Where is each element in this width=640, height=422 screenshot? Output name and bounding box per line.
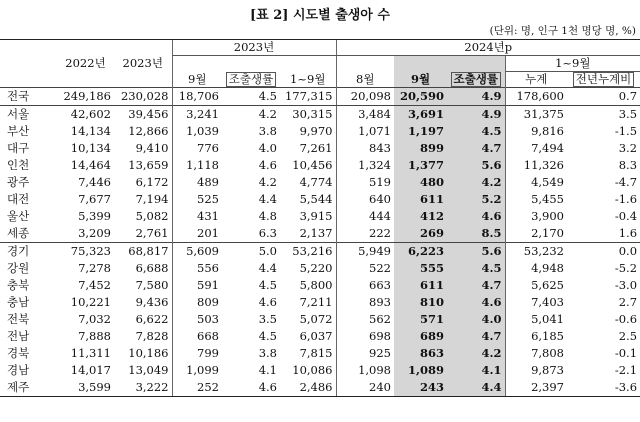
cell-y2023: 5,082 (135, 209, 169, 223)
cell-yoy: -0.6 (614, 312, 638, 326)
cell-sep23: 809 (172, 294, 222, 311)
cell-yoy: 0.7 (567, 88, 640, 106)
cell-sep24: 243 (394, 379, 447, 397)
cell-sep24: 1,089 (394, 362, 447, 379)
cell-sep23: 1,099 (172, 362, 222, 379)
cell-js23: 2,486 (280, 379, 336, 397)
cell-js24: 7,403 (505, 294, 567, 311)
cell-cbr23: 3.5 (258, 312, 277, 326)
table-row (0, 294, 640, 311)
cell-cbr23: 4.4 (258, 261, 277, 275)
table-row (0, 277, 640, 294)
cell-cbr23: 4.6 (222, 379, 280, 397)
header-cbr-2023: 조출생률 (222, 56, 280, 88)
cell-js24: 2,397 (505, 379, 567, 397)
cell-js23: 53,216 (280, 243, 336, 261)
cell-sep24: 810 (394, 294, 447, 311)
cell-aug24: 3,484 (336, 106, 394, 124)
cell-aug24: 20,098 (336, 88, 394, 106)
cell-js23: 7,261 (299, 141, 333, 155)
cell-sep24: 480 (394, 174, 447, 191)
cell-sep24: 863 (394, 345, 447, 362)
cell-sep23: 489 (172, 174, 222, 191)
header-sep-2024: 9월 (394, 56, 447, 88)
cell-cbr23: 3.8 (258, 124, 277, 138)
region-cell: 제주 (0, 379, 57, 397)
table-row (0, 208, 640, 225)
cell-yoy: -5.2 (614, 261, 638, 275)
cell-cbr23: 5.0 (222, 243, 280, 261)
table-row (0, 243, 640, 261)
region-cell: 충북 (7, 278, 30, 292)
cell-yoy: 1.6 (618, 226, 638, 240)
cell-js24: 5,625 (505, 277, 567, 294)
region-cell: 대구 (7, 141, 30, 155)
cell-js23: 2,137 (299, 226, 333, 240)
cell-y2023: 7,828 (135, 329, 169, 343)
cell-aug24: 663 (336, 277, 394, 294)
region-cell: 광주 (7, 175, 30, 189)
cell-js23: 9,970 (299, 124, 333, 138)
cell-y2022: 10,221 (70, 295, 111, 309)
cell-sep24: 611 (394, 191, 447, 208)
cell-sep24: 6,223 (394, 243, 447, 261)
cell-cbr23: 3.8 (258, 346, 277, 360)
cell-sep23: 201 (172, 225, 222, 243)
cell-yoy: 8.3 (618, 158, 638, 172)
region-header (0, 40, 57, 88)
table-row (0, 362, 640, 379)
cell-js23: 177,315 (280, 88, 336, 106)
cell-cbr24: 4.6 (447, 208, 505, 225)
cell-js23: 10,456 (292, 158, 333, 172)
cell-cbr24: 4.5 (447, 123, 505, 140)
cell-cbr24: 4.2 (447, 345, 505, 362)
region-cell: 인천 (7, 158, 30, 172)
cell-y2023: 7,580 (135, 278, 169, 292)
cell-y2022: 42,602 (57, 106, 114, 124)
cell-sep23: 431 (172, 208, 222, 225)
region-cell: 세종 (7, 226, 30, 240)
cell-js23: 4,774 (299, 175, 333, 189)
cell-js24: 6,185 (505, 328, 567, 345)
table-row (0, 328, 640, 345)
cell-sep23: 18,706 (172, 88, 222, 106)
cell-yoy: 2.5 (618, 329, 638, 343)
cell-sep23: 1,118 (172, 157, 222, 174)
cell-cbr23: 4.4 (258, 192, 277, 206)
cell-aug24: 925 (336, 345, 394, 362)
cell-js23: 3,915 (299, 209, 333, 223)
cell-cbr24: 4.7 (447, 277, 505, 294)
cell-cbr24: 4.4 (447, 379, 505, 397)
cell-cbr23: 4.5 (258, 329, 277, 343)
cell-js23: 7,815 (299, 346, 333, 360)
region-cell: 울산 (7, 209, 30, 223)
table-row (0, 379, 640, 397)
cell-y2023: 6,172 (135, 175, 169, 189)
cell-yoy: 0.0 (567, 243, 640, 261)
cell-y2023: 9,410 (135, 141, 169, 155)
cell-js24: 5,455 (505, 191, 567, 208)
cell-y2023: 6,688 (135, 261, 169, 275)
cell-js24: 11,326 (505, 157, 567, 174)
table-row (0, 345, 640, 362)
table-row (0, 140, 640, 157)
cell-js24: 4,948 (505, 260, 567, 277)
region-cell: 경기 (0, 243, 57, 261)
table-row (0, 88, 640, 106)
cell-aug24: 522 (336, 260, 394, 277)
header-group-2023: 2023년 (172, 40, 336, 56)
cell-js23: 5,544 (299, 192, 333, 206)
cell-sep24: 3,691 (394, 106, 447, 124)
cell-sep24: 1,377 (394, 157, 447, 174)
header-2023: 2023년 (114, 40, 172, 88)
cell-js23: 6,037 (299, 329, 333, 343)
births-by-region-table (0, 39, 640, 397)
cell-y2023: 68,817 (114, 243, 172, 261)
cell-aug24: 843 (336, 140, 394, 157)
cell-sep23: 503 (172, 311, 222, 328)
cell-y2022: 7,446 (78, 175, 111, 189)
cell-cbr23: 4.6 (258, 295, 277, 309)
cell-y2022: 7,452 (78, 278, 111, 292)
table-row (0, 311, 640, 328)
cell-yoy: -0.1 (614, 346, 638, 360)
table-row (0, 225, 640, 243)
cell-yoy: -2.1 (614, 363, 638, 377)
cell-y2022: 7,888 (78, 329, 111, 343)
cell-yoy: 2.7 (618, 295, 638, 309)
cell-sep24: 412 (394, 208, 447, 225)
cell-js24: 53,232 (505, 243, 567, 261)
region-cell: 전남 (7, 329, 30, 343)
table-row (0, 260, 640, 277)
cell-aug24: 893 (336, 294, 394, 311)
cell-sep23: 668 (172, 328, 222, 345)
cell-yoy: -3.0 (614, 278, 638, 292)
cell-aug24: 1,098 (336, 362, 394, 379)
cell-aug24: 562 (336, 311, 394, 328)
cell-y2022: 7,032 (78, 312, 111, 326)
cell-aug24: 698 (336, 328, 394, 345)
cell-cbr24: 5.6 (447, 243, 505, 261)
cell-js24: 9,816 (505, 123, 567, 140)
cell-cbr23: 6.3 (258, 226, 277, 240)
cell-sep24: 1,197 (394, 123, 447, 140)
cell-yoy: -1.5 (614, 124, 638, 138)
cell-y2022: 3,599 (57, 379, 114, 397)
cell-y2023: 12,866 (128, 124, 169, 138)
table-row (0, 106, 640, 124)
cell-y2023: 10,186 (128, 346, 169, 360)
cell-cbr24: 4.0 (447, 311, 505, 328)
header-cumulative: 누계 (505, 72, 567, 88)
cell-cbr23: 4.2 (258, 175, 277, 189)
table-row (0, 157, 640, 174)
cell-js24: 9,873 (505, 362, 567, 379)
cell-js24: 7,808 (505, 345, 567, 362)
cell-cbr24: 5.2 (447, 191, 505, 208)
table-title: [표 2] 시도별 출생아 수 (250, 8, 390, 23)
region-cell: 부산 (7, 124, 30, 138)
cell-cbr23: 4.0 (258, 141, 277, 155)
header-2022: 2022년 (57, 40, 114, 88)
region-cell: 경북 (7, 346, 30, 360)
cell-sep23: 776 (172, 140, 222, 157)
cell-sep24: 555 (394, 260, 447, 277)
cell-y2023: 9,436 (135, 295, 169, 309)
cell-cbr24: 4.1 (447, 362, 505, 379)
header-yoy: 전년누계비 (567, 72, 640, 88)
cell-y2023: 3,222 (114, 379, 172, 397)
cell-y2022: 10,134 (70, 141, 111, 155)
cell-sep24: 571 (394, 311, 447, 328)
table-row (0, 123, 640, 140)
cell-aug24: 1,324 (336, 157, 394, 174)
cell-sep24: 899 (394, 140, 447, 157)
cell-y2023: 2,761 (135, 226, 169, 240)
cell-y2023: 13,049 (128, 363, 169, 377)
header-group-2024: 2024년p (336, 40, 640, 56)
region-cell: 전북 (7, 312, 30, 326)
cell-sep23: 1,039 (172, 123, 222, 140)
cell-y2022: 3,209 (78, 226, 111, 240)
cell-sep23: 525 (172, 191, 222, 208)
cell-aug24: 1,071 (336, 123, 394, 140)
region-cell: 대전 (7, 192, 30, 206)
region-cell: 경남 (7, 363, 30, 377)
cell-cbr24: 4.5 (447, 260, 505, 277)
cell-sep23: 3,241 (172, 106, 222, 124)
region-cell: 서울 (0, 106, 57, 124)
region-cell: 충남 (7, 295, 30, 309)
cell-y2022: 75,323 (57, 243, 114, 261)
cell-aug24: 240 (336, 379, 394, 397)
unit-note: (단위: 명, 인구 1천 명당 명, %) (489, 25, 636, 37)
table-row (0, 191, 640, 208)
cell-yoy: -1.6 (614, 192, 638, 206)
cell-sep24: 269 (394, 225, 447, 243)
cell-y2022: 11,311 (70, 346, 111, 360)
cell-aug24: 222 (336, 225, 394, 243)
cell-aug24: 519 (336, 174, 394, 191)
cell-js24: 178,600 (505, 88, 567, 106)
cell-sep23: 5,609 (172, 243, 222, 261)
cell-y2023: 7,194 (135, 192, 169, 206)
cell-sep23: 799 (172, 345, 222, 362)
cell-js23: 7,211 (299, 295, 333, 309)
header-aug-2024: 8월 (336, 56, 394, 88)
cell-cbr23: 4.6 (258, 158, 277, 172)
cell-aug24: 640 (336, 191, 394, 208)
cell-y2022: 14,017 (70, 363, 111, 377)
cell-js24: 5,041 (505, 311, 567, 328)
cell-y2022: 14,134 (70, 124, 111, 138)
cell-js23: 5,220 (299, 261, 333, 275)
cell-y2022: 7,677 (78, 192, 111, 206)
cell-js23: 30,315 (280, 106, 336, 124)
cell-y2023: 6,622 (135, 312, 169, 326)
header-jansep-2023: 1~9월 (290, 72, 326, 86)
cell-y2022: 249,186 (57, 88, 114, 106)
cell-cbr24: 4.7 (447, 140, 505, 157)
cell-js23: 10,086 (292, 363, 333, 377)
cell-cbr24: 4.9 (447, 106, 505, 124)
cell-sep23: 252 (172, 379, 222, 397)
cell-js24: 2,170 (505, 225, 567, 243)
cell-yoy: 3.5 (567, 106, 640, 124)
cell-sep24: 20,590 (394, 88, 447, 106)
cell-y2023: 39,456 (114, 106, 172, 124)
cell-yoy: 3.2 (618, 141, 638, 155)
header-cbr-2024: 조출생률 (447, 56, 505, 88)
cell-cbr23: 4.5 (258, 278, 277, 292)
cell-y2023: 230,028 (114, 88, 172, 106)
cell-cbr24: 8.5 (447, 225, 505, 243)
cell-sep24: 689 (394, 328, 447, 345)
cell-y2022: 5,399 (78, 209, 111, 223)
cell-yoy: -3.6 (567, 379, 640, 397)
cell-sep23: 591 (172, 277, 222, 294)
region-cell: 강원 (7, 261, 30, 275)
cell-y2022: 7,278 (78, 261, 111, 275)
cell-sep23: 556 (172, 260, 222, 277)
cell-y2022: 14,464 (70, 158, 111, 172)
cell-cbr23: 4.8 (258, 209, 277, 223)
cell-aug24: 444 (336, 208, 394, 225)
cell-sep24: 611 (394, 277, 447, 294)
cell-y2023: 13,659 (128, 158, 169, 172)
cell-cbr24: 4.6 (447, 294, 505, 311)
header-sep-2023: 9월 (172, 56, 222, 88)
cell-js24: 7,494 (505, 140, 567, 157)
cell-aug24: 5,949 (336, 243, 394, 261)
cell-js24: 31,375 (505, 106, 567, 124)
cell-cbr24: 4.7 (447, 328, 505, 345)
cell-js24: 3,900 (505, 208, 567, 225)
cell-cbr24: 5.6 (447, 157, 505, 174)
cell-cbr23: 4.5 (222, 88, 280, 106)
cell-js23: 5,072 (299, 312, 333, 326)
table-header (0, 40, 640, 88)
table-row (0, 174, 640, 191)
cell-yoy: -4.7 (614, 175, 638, 189)
cell-yoy: -0.4 (614, 209, 638, 223)
cell-cbr23: 4.1 (258, 363, 277, 377)
cell-js23: 5,800 (299, 278, 333, 292)
region-cell: 전국 (0, 88, 57, 106)
cell-cbr24: 4.2 (447, 174, 505, 191)
header-jansep-2024: 1~9월 (505, 56, 640, 72)
cell-cbr24: 4.9 (447, 88, 505, 106)
table-body (0, 88, 640, 397)
cell-cbr23: 4.2 (222, 106, 280, 124)
cell-js24: 4,549 (505, 174, 567, 191)
